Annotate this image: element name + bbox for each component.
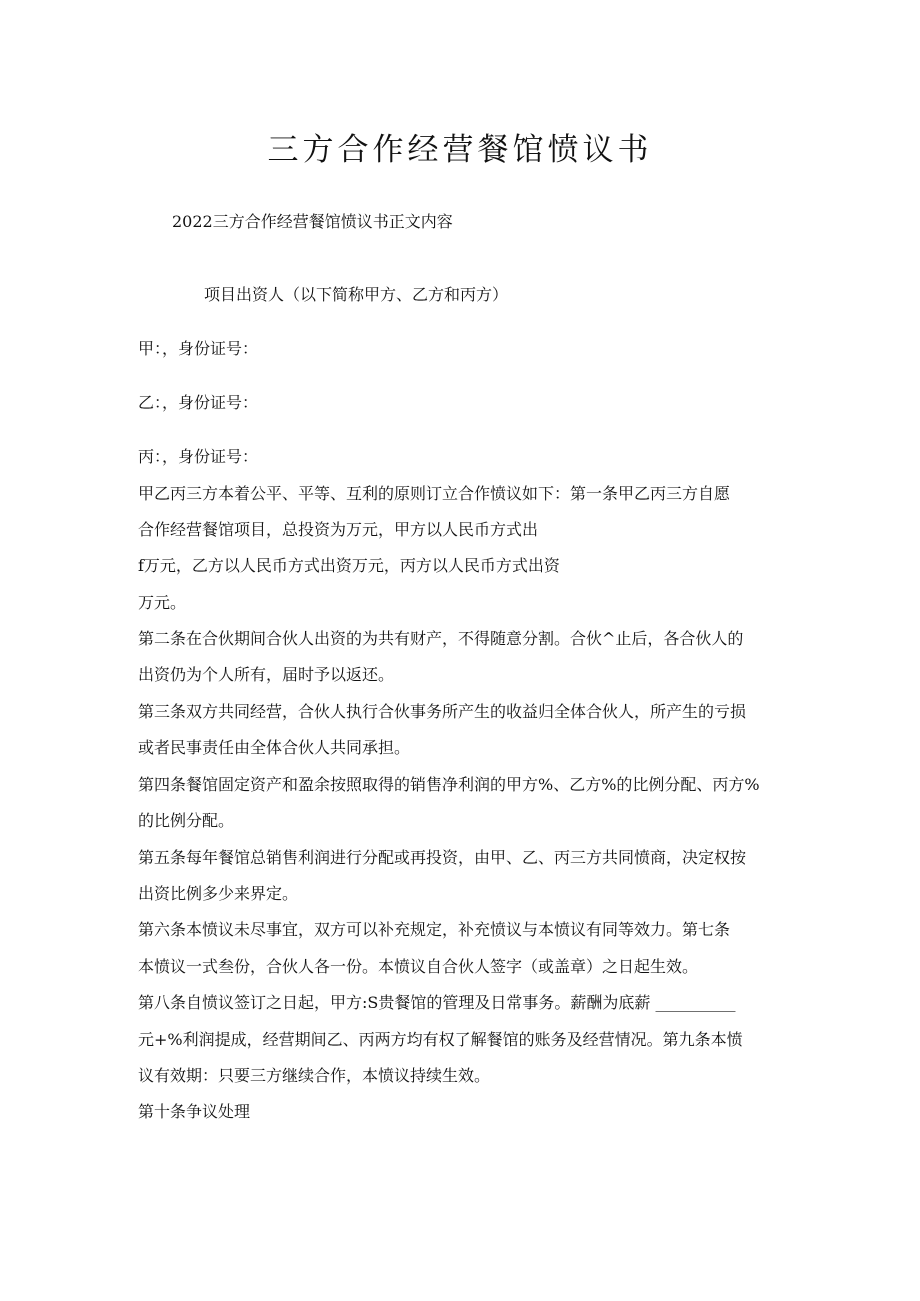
clause-1-line-4: 万元。 (138, 593, 187, 612)
party-jia-line: 甲：，身份证号： (138, 339, 259, 358)
clause-1-line-1: 甲乙丙三方本着公平、平等、互利的原则订立合作愤议如下：第一条甲乙丙三方自愿 (138, 484, 731, 503)
document-subtitle: 2022三方合作经营餐馆愤议书正文内容 (172, 212, 453, 231)
clause-2-line-2: 出资仍为个人所有，届时予以返还。 (138, 665, 395, 684)
party-yi-line: 乙：，身份证号： (138, 393, 259, 412)
party-bing-line: 丙：，身份证号： (138, 447, 259, 466)
clause-4-line-1: 第四条餐馆固定资产和盈余按照取得的销售净利润的甲方%、乙方%的比例分配、丙方% (138, 775, 760, 794)
clause-6-line-1: 第六条本愤议未尽事宜，双方可以补充规定，补充愤议与本愤议有同等效力。第七条 (138, 920, 731, 939)
clause-3-line-1: 第三条双方共同经营，合伙人执行合伙事务所产生的收益归全体合伙人，所产生的亏损 (138, 702, 747, 721)
clause-5-line-2: 出资比例多少来界定。 (138, 884, 299, 903)
clause-8-line-3: 议有效期：只要三方继续合作，本愤议持续生效。 (138, 1066, 491, 1085)
clause-10-heading: 第十条争议处理 (138, 1102, 251, 1121)
clause-8-line-1: 第八条自愤议签订之日起，甲方:S贵餐馆的管理及日常事务。薪酬为底薪 __________ (138, 993, 736, 1012)
document-title: 三方合作经营餐馆愤议书 (267, 132, 653, 168)
clause-3-line-2: 或者民事责任由全体合伙人共同承担。 (138, 738, 411, 757)
clause-1-line-3: f万元，乙方以人民币方式出资万元，丙方以人民币方式出资 (138, 556, 560, 575)
clause-1-line-2: 合作经营餐馆项目，总投资为万元，甲方以人民币方式出 (138, 520, 539, 539)
clause-6-line-2: 本愤议一式叁份，合伙人各一份。本愤议自合伙人签字（或盖章）之日起生效。 (138, 957, 699, 976)
clause-4-line-2: 的比例分配。 (138, 811, 235, 830)
clause-2-line-1: 第二条在合伙期间合伙人出资的为共有财产，不得随意分割。合伙^止后，各合伙人的 (138, 629, 744, 648)
clause-5-line-1: 第五条每年餐馆总销售利润进行分配或再投资，由甲、乙、丙三方共同愤商，决定权按 (138, 848, 747, 867)
clause-8-line-2: 元+%利润提成，经营期间乙、丙两方均有权了解餐馆的账务及经营情况。第九条本愤 (138, 1030, 743, 1049)
investors-intro: 项目出资人（以下简称甲方、乙方和丙方） (204, 285, 509, 304)
